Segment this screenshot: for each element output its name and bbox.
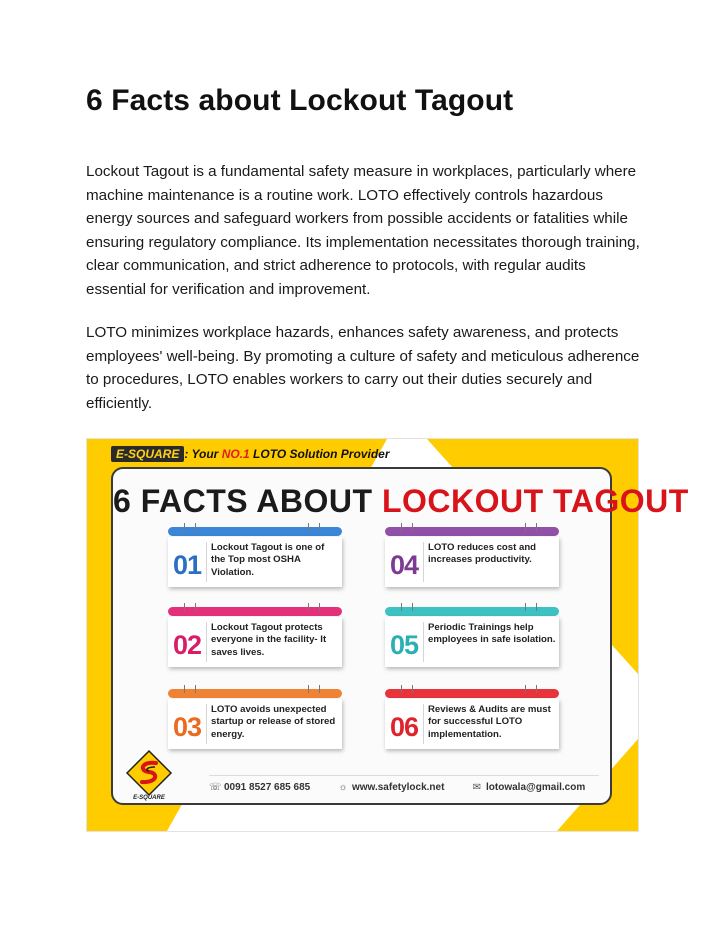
fact-divider bbox=[206, 622, 207, 662]
loto-infographic bbox=[86, 438, 689, 832]
e-square-logo bbox=[123, 749, 175, 801]
page-title: 6 Facts about Lockout Tagout bbox=[86, 84, 514, 117]
brand-prefix: : Your bbox=[184, 447, 222, 461]
binder-ring-icon bbox=[525, 685, 537, 693]
fact-number: 03 bbox=[172, 712, 202, 742]
fact-divider bbox=[423, 622, 424, 662]
phone-contact bbox=[209, 782, 310, 793]
fact-06 bbox=[385, 689, 559, 751]
fact-divider bbox=[206, 542, 207, 582]
binder-ring-icon bbox=[184, 523, 196, 531]
benefits-paragraph: LOTO minimizes workplace hazards, enhances safety awareness, and protects employees' well-being. By promoting a culture of safety and meticulous adherence to procedures, LOTO enables workers to carry out their duties securely and efficiently. bbox=[86, 324, 640, 412]
binder-ring-icon bbox=[308, 523, 320, 531]
contact-footer bbox=[209, 775, 599, 796]
email-contact bbox=[471, 782, 585, 793]
phone-icon: ☏ bbox=[209, 782, 222, 793]
fact-04 bbox=[385, 527, 559, 589]
fact-box bbox=[385, 617, 559, 667]
binder-ring-icon bbox=[184, 603, 196, 611]
binder-ring-icon bbox=[401, 685, 413, 693]
fact-number: 02 bbox=[172, 630, 202, 660]
fact-05 bbox=[385, 607, 559, 669]
logo-text: E-SQUARE bbox=[133, 795, 165, 801]
fact-divider bbox=[206, 704, 207, 744]
binder-ring-icon bbox=[525, 523, 537, 531]
fact-box bbox=[168, 537, 342, 587]
binder-ring-icon bbox=[308, 603, 320, 611]
email-address: lotowala@gmail.com bbox=[486, 782, 586, 793]
binder-ring-icon bbox=[401, 523, 413, 531]
fact-02 bbox=[168, 607, 342, 669]
fact-box bbox=[168, 617, 342, 667]
binder-ring-icon bbox=[308, 685, 320, 693]
fact-number: 01 bbox=[172, 550, 202, 580]
infographic-heading bbox=[113, 483, 689, 520]
globe-icon: ☼ bbox=[338, 782, 348, 793]
mail-icon: ✉ bbox=[472, 782, 482, 793]
fact-text: Reviews & Audits are must for successful LOTO implementation. bbox=[428, 704, 551, 740]
binder-ring-icon bbox=[184, 685, 196, 693]
heading-black-part: 6 FACTS ABOUT bbox=[113, 483, 382, 519]
fact-number: 06 bbox=[389, 712, 419, 742]
fact-number: 04 bbox=[389, 550, 419, 580]
facts-card bbox=[111, 467, 689, 805]
binder-ring-icon bbox=[401, 603, 413, 611]
website-url: www.safetylock.net bbox=[352, 782, 445, 793]
fact-text: LOTO reduces cost and increases productivity. bbox=[428, 542, 537, 566]
fact-03 bbox=[168, 689, 342, 751]
brand-no1: NO.1 bbox=[221, 447, 250, 461]
fact-box bbox=[385, 699, 559, 749]
fact-divider bbox=[423, 542, 424, 582]
fact-01 bbox=[168, 527, 342, 589]
website-contact bbox=[337, 782, 444, 793]
phone-number: 0091 8527 685 685 bbox=[224, 782, 311, 793]
heading-red-part: LOCKOUT TAGOUT bbox=[381, 483, 689, 519]
fact-number: 05 bbox=[389, 630, 419, 660]
intro-paragraph: Lockout Tagout is a fundamental safety measure in workplaces, particularly where machine maintenance is a routine work. LOTO effectively controls hazardous energy sources and safeguard workers from possible accidents or fatalities while ensuring regulatory compliance. Its implementation necessitates thorough training, clear communication, and strict adherence to protocols, with regular audits essential for verification and improvement. bbox=[86, 163, 640, 298]
fact-text: Periodic Trainings help employees in safe isolation. bbox=[428, 622, 556, 646]
fact-text: Lockout Tagout protects everyone in the facility- It saves lives. bbox=[211, 622, 327, 658]
fact-divider bbox=[423, 704, 424, 744]
brand-badge: E-SQUARE bbox=[111, 446, 184, 462]
fact-box bbox=[385, 537, 559, 587]
fact-text: Lockout Tagout is one of the Top most OSHA Violation. bbox=[211, 542, 325, 578]
brand-tagline bbox=[111, 446, 390, 462]
binder-ring-icon bbox=[525, 603, 537, 611]
fact-box bbox=[168, 699, 342, 749]
brand-suffix: LOTO Solution Provider bbox=[249, 447, 390, 461]
fact-text: LOTO avoids unexpected startup or release of stored energy. bbox=[211, 704, 336, 740]
